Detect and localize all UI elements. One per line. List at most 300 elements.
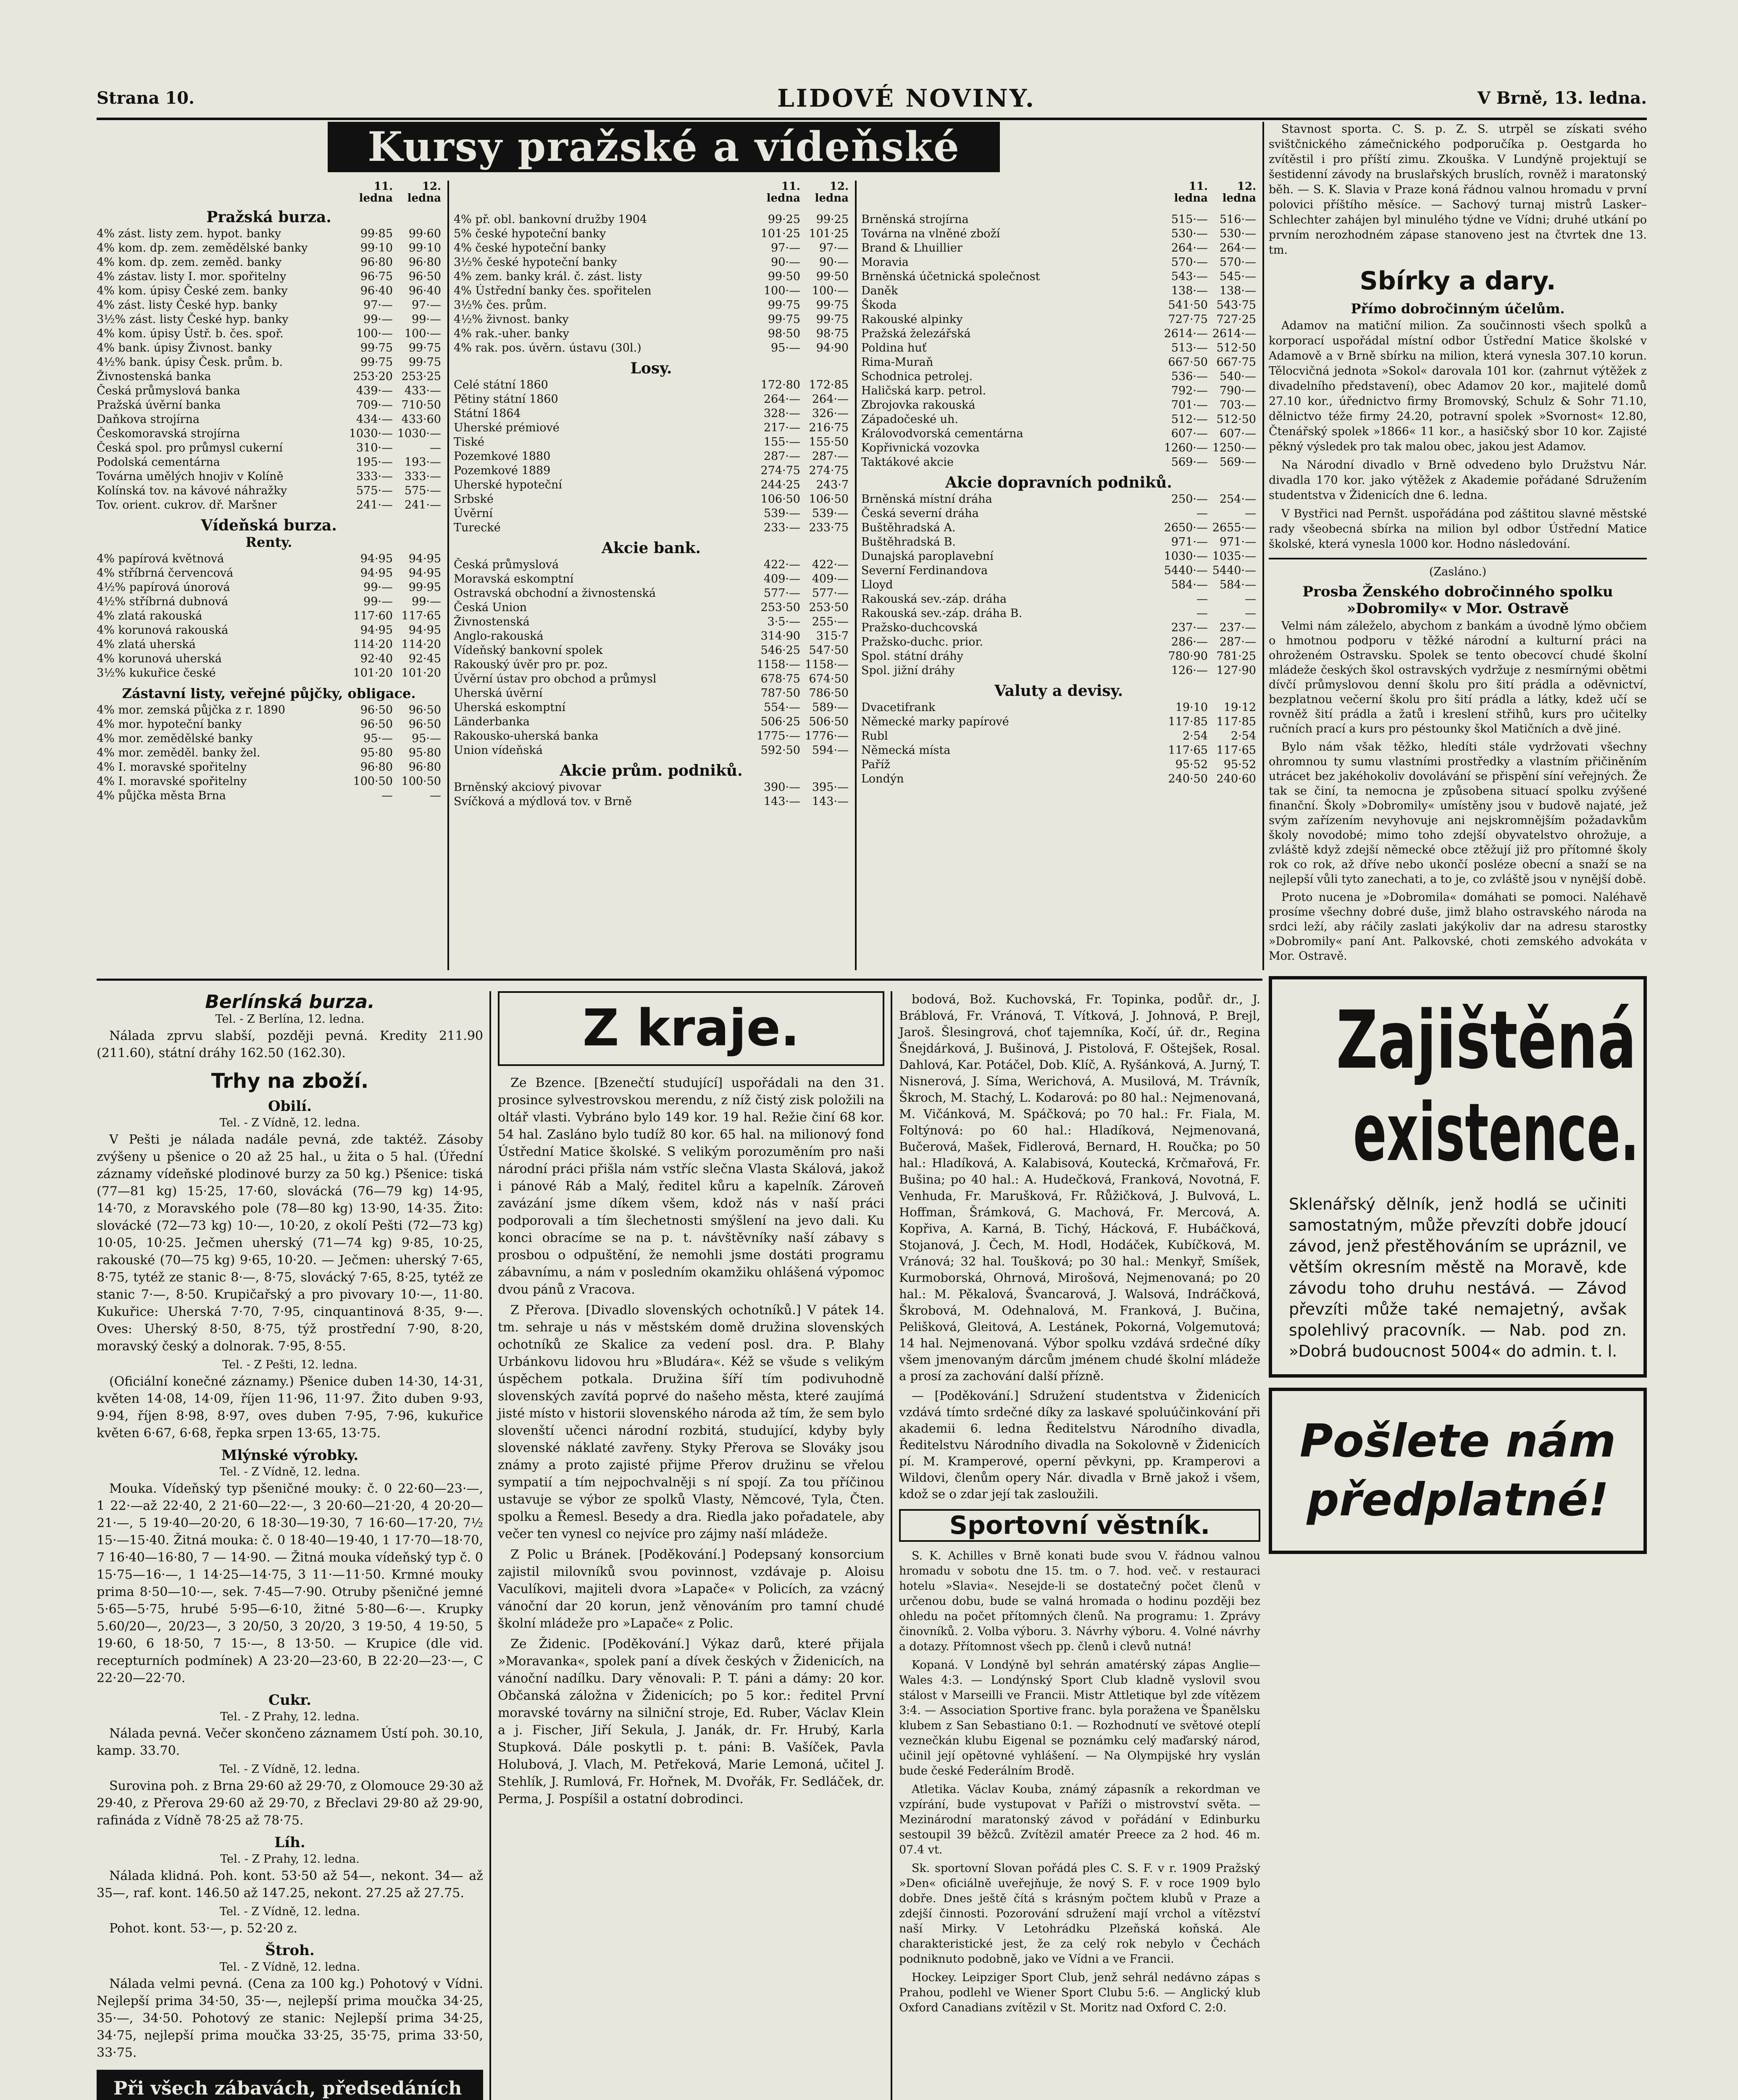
sport-text: S. K. Achilles v Brně konati bude svou V. řádnou valnou hromadu v sobotu dne 15. tm. o 7. hod. več. v restauraci hotelu »Slavia«. Nesejde-li se dostatečný počet členů v určenou dobu, bude se valná hromada o hodinu později bez ohledu na počet přítomných členů. Na programu: 1. Zprávy činovníků. 2. Volba výboru. 3. Návrhy výboru. 4. Volné návrhy a dotazy. Přítomnost všech pp. členů i clevů nutná! Kopaná. V Londýně byl sehrán amatérský zápas Anglie—Wales 4:3. — Londýnský Sport Club kladně vyslovil svou stálost v Marseilli ve Francii. Mistr Attletique byl zde vítězem 3:4. — Association Sportive franc. byla poražena ve Španělsku klubem z San Sebastiano 0:1. — Rozhodnutí ve světové oteplí veznečkán klubu Eigenal se poznámku celý maďarský národ, učinil její opětovné vyhlášení. — Na Olympijské hry vyslán bude české Federálním Brodě. Atletika. Václav Kouba, známý zápasník a rekordman ve vzpírání, bude vystupovat v Paříži o mistrovství světa. — Mezinárodní maratonský závod v pořádání v Edinburku sestoupil 39 běžců. Zvítězil amatér Preece za 2 hod. 46 m. 07.4 vt. Sk. sportovní Slovan pořádá ples C. S. F. v r. 1909 Pražský »Den« oficiálně uveřejňuje, že nový S. F. v roce 1909 bylo dobře. Dnes ještě čítá s krásným počtem klubů v Praze a zdejší činnosti. Pozorování sdružení mají vrchol a vítězství naší Mirky. V Letohrádku Plzeňská koňská. Ale charakteristické jest, že za celý rok nebylo v Čechách podniknuto podobně, jako ve Vídni a ve Francii. Hockey. Leipziger Sport Club, jenž sehrál nedávno zápas s Prahou, podlehl ve Wiener Sport Clubu 5:6. — Anglický klub Oxford Canadians zvítězil v St. Moritz nad Oxford C. 2:0. [899,1549,1260,2014]
table-row [861,270,1256,284]
row-value: 569·— [1171,456,1208,469]
row-value: 94·95 [408,624,441,637]
row-value: 99·75 [768,313,800,326]
column-rule [489,991,491,2100]
table-row [97,355,441,370]
table-row [97,470,441,484]
row-label: 4% rak.-uher. banky [454,327,569,340]
strob-date: Tel. - Z Vídně, 12. ledna. [219,1961,360,1974]
row-value: 101·20 [401,667,441,680]
row-value: 90·— [819,256,849,269]
row-value: 99·25 [816,213,849,226]
table-row [454,586,849,601]
row-value: 100·50 [353,775,393,788]
table-row [861,578,1256,592]
row-label: Rakouské alpinky [861,313,963,326]
donors-text: bodová, Bož. Kuchovská, Fr. Topinka, podůř. dr., J. Bráblová, Fr. Vránová, T. Vítková, J. Johnová, P. Brejl, Jaroš. Šlesingrová, choť tajemníka, Kočí, úř. dr., Regina Šnejdárková, J. Bušinová, J. Pistolová, F. Oštejšek, Rosal. Dahlová, Kar. Potáčel, Dob. Klíč, A. Ryšánková, A. Jurný, T. Nisnerová, J. Síma, Werichová, A. Musilová, M. Trávník, Škroch, M. Stachý, L. Kodarová: po 80 hal.: Nejmenovaná, M. Vičánková, M. Spáčková; po 70 hal.: Fr. Fiala, M. Foltýnová: po 60 hal.: Hladíková, Nejmenovaná, Bučerová, Mašek, Fidlerová, Bernard, H. Roučka; po 50 hal.: Hladíková, A. Kalabisová, Koutecká, Krčmařová, Fr. Bušina; po 40 hal.: A. Hudečková, Franková, Novotná, F. Venhuda, Fr. Marušková, Fr. Růžičková, J. Bulvová, L. Hoffman, Šrámková, G. Machová, Fr. Mercová, A. Kopřiva, A. Karná, B. Tichý, Hácková, F. Hubáčková, Stojanová, J. Čech, M. Hodl, Hodáček, Kubíčková, M. Vránová; 32 hal. Toušková; po 30 hal.: Menkyř, Smíšek, Kurmoborská, Ohrnová, Mirošová, Nejmenovaná; po 20 hal.: M. Pěkalová, Švancarová, J. Walsová, Indráčková, Škrobová, M. Odehnalová, M. Franková, J. Bučina, Pelišková, Gleitová, A. Lestánek, Pokorná, Volgemutová; 14 hal. Nejmenovaná. Výbor spolku vzdává srdečné díky všem jmenovaným dárcům jménem chudé školní mládeže a prosí za zachování další přízně. — [Poděkování.] Sdružení studentstva v Židenicích vzdává tímto srdečné díky za laskavé spoluúčinkování při akademii 6. ledna Ředitelstvu Národního divadla, Ředitelstvu Národního divadla na Sokolovně v Židenicích pí. M. Kramperové, operní pěvkyni, pp. Kramperovi a Wildovi, členům opery Nár. divadla v Brně jakož i všem, kdož se o zdar její tak zasloužili. [899,992,1260,1501]
row-label: 4% př. obl. bankovní družby 1904 [454,213,647,226]
row-value: 433·— [404,384,441,397]
row-value: 99·60 [408,227,441,240]
row-value: 333·— [404,470,441,483]
table-row [454,601,849,615]
row-value: 584·— [1171,578,1208,591]
row-value: 2614·— [1212,327,1256,340]
row-value: 237·— [1219,621,1256,634]
row-value: 253·50 [760,601,800,614]
row-value: 314·90 [760,630,800,643]
table-row [97,717,441,732]
row-value: 1158·— [805,658,849,671]
row-value: 727·25 [1216,313,1256,326]
row-value: 233·75 [809,521,849,534]
row-value: 971·— [1219,536,1256,549]
row-label: Zbrojovka rakouská [861,399,975,412]
row-label: Paříž [861,758,890,771]
row-value: 95·52 [1223,758,1256,771]
row-value: 240·60 [1216,772,1256,785]
losy-table [454,378,849,535]
commodities-column [97,991,483,2100]
obili-text: V Pešti je nálada nadále pevná, zde taktéž. Zásoby zvýšeny u pšenice o 20 až 25 hal., u žita o 5 hal. (Úřední záznamy vídeňské plodinové burzy za 50 kg.) Pšenice: tiská (77—81 kg) 15·25, 17·60, slovácká (76—79 kg) 14·95, 14·70, z Moravského pole (78—80 kg) 13·90, 14·35. Žito: slovácké (72—73 kg) 10·—, 10·20, z okolí Pešti (72—73 kg) 10·05, 10·25. Ječmen uherský (71—74 kg) 9·85, 10·25, rakouské (70—75 kg) 9·65, 10·20. — Ječmen: uherský 7·65, 8·75, tytéž ze stanic 8·—, 8·75, slovácký 7·65, 8·25, tytéž ze stanic 7·—, 8·50. Krupičařský a pro pivovary 10·—, 11·80. Kukuřice: Uherská 7·70, 7·95, cinquantinová 8·35, 9·—. Oves: Uherský 8·50, 8·75, týž prostřední 7·90, 8·20, moravský český a dolnorak. 7·95, 8·55. [97,1132,483,1354]
row-value: 1030·— [349,427,393,440]
row-label: Celé státní 1860 [454,378,548,391]
row-label: Česká průmyslová [454,558,559,571]
row-value: 99·75 [816,299,849,312]
table-row [454,284,849,298]
row-label: Rakousko-uherská banka [454,730,599,743]
section-rule [97,979,1262,981]
row-value: 315·7 [816,630,849,643]
fund-notice: Při všech zábavách, předsedáních [97,2070,483,2100]
table-row [97,760,441,774]
table-row [454,743,849,758]
banks-title: Akcie bank. [601,539,701,557]
row-value: 710·50 [401,399,441,412]
row-value: 155·50 [809,436,849,449]
row-value: 237·— [1171,621,1208,634]
row-value: 19·12 [1223,701,1256,714]
row-label: Západočeské uh. [861,413,959,426]
row-label: Rakouská sev.-záp. dráha B. [861,607,1023,620]
row-value: 96·50 [408,270,441,283]
table-row [454,213,849,227]
row-value: 727·75 [1168,313,1208,326]
row-value: 96·50 [360,704,393,717]
row-value: 127·90 [1216,664,1256,677]
industrial-shares-table [861,213,1256,470]
row-label: Moravská eskomptní [454,572,574,585]
table-row [861,758,1256,772]
table-row [454,255,849,270]
table-row [861,492,1256,507]
row-value: 287·— [1219,635,1256,648]
row-value: 106·50 [809,493,849,506]
table-row [97,441,441,455]
table-row [861,507,1256,521]
row-value: 114·20 [401,638,441,651]
row-value: 100·— [763,284,800,297]
row-value: 99·25 [768,213,800,226]
row-label: Továrna umělých hnojiv v Kolíně [97,470,284,483]
table-row [454,449,849,464]
bonds-title: Zástavní listy, veřejné půjčky, obligace. [122,685,416,701]
row-label: 4½% živnost. banky [454,313,569,326]
row-value: 216·75 [809,421,849,434]
row-label: Srbské [454,493,494,506]
row-value: 264·— [763,393,800,406]
table-row [97,609,441,623]
row-label: Anglo-rakouská [454,630,544,643]
row-label: 4% rak. pos. úvěrn. ústavu (30l.) [454,341,642,354]
row-label: 4% papírová květnová [97,552,224,565]
masthead [97,80,1647,118]
cukr-date-2: Tel. - Z Vídně, 12. ledna. [219,1763,360,1776]
row-label: Brněnská strojírna [861,213,969,226]
row-value: 607·— [1171,427,1208,440]
row-label: 4% zem. banky král. č. zást. listy [454,270,642,283]
row-value: 100·— [356,327,393,340]
bonds-table [97,703,441,803]
row-label: Rakouský úvěr pro pr. poz. [454,658,608,671]
donors-sport-column [899,991,1260,2019]
row-label: Svíčková a mýdlová tov. v Brně [454,795,632,808]
row-label: 3½% české hypoteční banky [454,256,617,269]
row-value: 195·— [356,456,393,469]
table-row [454,407,849,421]
row-label: 4% mor. zemědělské banky [97,732,253,745]
table-row [454,298,849,312]
row-value: 96·80 [408,761,441,774]
row-value: 99·10 [408,242,441,255]
table-row [454,780,849,795]
row-label: Vídeňský bankovní spolek [454,644,603,657]
table-row [861,227,1256,241]
table-row [97,341,441,355]
row-value: — [1196,507,1208,520]
table-row [861,298,1256,312]
row-value: 506·50 [809,715,849,728]
row-value: 515·— [1171,213,1208,226]
table-row [454,715,849,729]
date-col-1: 11. ledna [766,180,800,205]
table-row [861,715,1256,729]
row-value: 274·75 [760,464,800,477]
row-value: 1775·— [756,730,800,743]
row-value: — [1245,593,1256,606]
row-value: 96·80 [360,256,393,269]
banks-table [454,558,849,758]
market-banner: Kursy pražské a vídeňské burzy. [328,122,1000,172]
prague-table [97,227,441,512]
row-value: 244·25 [760,478,800,491]
table-row [454,378,849,392]
row-value: 545·— [1219,270,1256,283]
table-row [861,592,1256,606]
industry-title: Akcie prům. podniků. [560,762,743,780]
row-value: 780·90 [1168,650,1208,663]
row-label: Rubl [861,730,888,743]
row-value: 95·80 [360,746,393,759]
zaslano-title: Prosba Ženského dobročinného spolku »Dobromily« v Mor. Ostravě [1302,583,1613,617]
row-value: 96·40 [408,284,441,297]
row-label: Pražsko-duchc. prior. [861,635,983,648]
row-value: — [430,789,441,802]
row-label: Královodvorská cementárna [861,427,1023,440]
lih-text-2: Pohot. kont. 53·—, p. 52·20 z. [109,1921,298,1936]
row-value: 395·— [812,781,849,794]
table-row [454,701,849,715]
row-label: 3½% kukuřice české [97,667,216,680]
row-value: 117·85 [1216,715,1256,728]
row-value: 1035·— [1212,550,1256,563]
row-value: 99·50 [768,270,800,283]
row-value: 569·— [1219,456,1256,469]
row-value: 971·— [1171,536,1208,549]
row-label: 4% I. moravské spořitelny [97,761,247,774]
row-value: 90·— [771,256,800,269]
row-value: 512·— [1171,413,1208,426]
row-value: 193·— [404,456,441,469]
row-value: 99·— [363,595,393,608]
table-row [861,549,1256,564]
row-value: 99·— [363,581,393,594]
table-row [454,629,849,643]
table-row [861,521,1256,535]
table-row [97,384,441,398]
table-row [97,566,441,580]
row-value: — [1196,593,1208,606]
row-value: 530·— [1171,227,1208,240]
row-label: 4½% bank. úpisy Česk. prům. b. [97,356,283,369]
table-row [454,392,849,407]
table-row [861,441,1256,455]
row-value: 1030·— [1164,550,1208,563]
row-value: 310·— [356,441,393,454]
table-row [861,255,1256,270]
row-label: 4% korunová rakouská [97,624,229,637]
row-value: 589·— [812,701,849,714]
column-dates [454,181,849,204]
prague-vienna-column [97,181,441,803]
row-value: 99·75 [360,356,393,369]
sport-title: Sportovní věstník. [899,1509,1260,1542]
vienna-title: Vídeňská burza. [201,517,337,534]
table-row [97,427,441,441]
table-row [861,241,1256,255]
row-value: 540·— [1219,370,1256,383]
row-value: 433·60 [401,413,441,426]
row-label: 4% korunová uherská [97,652,222,665]
table-row [97,789,441,803]
table-row [454,729,849,743]
row-label: Česká severní dráha [861,507,979,520]
row-value: 790·— [1219,384,1256,397]
row-label: Daněk [861,284,898,297]
row-value: 577·— [812,587,849,600]
table-row [454,658,849,672]
row-value: 2614·— [1164,327,1208,340]
table-row [97,552,441,566]
date-col-2: 12. ledna [815,180,849,205]
sports-brief: Stavnost sporta. C. S. p. Z. S. utrpěl se získati svého svištčnického zámečnického podporučíka p. Oestgarda ho zvítěstil i pro příští zimu. Zkouška. V Lundýně projektují se šestidenní závody na bruslařských bruslích, rovněž i maratonský běh. — S. K. Slavia v Praze koná řádnou valnou hromadu v první polovici příštího měsíce. — Sachový turnaj mistrů Lasker–Schlechter zahájen byl minulého týdne ve Vídni; druhé utkání po prvním nerozhodném zápase stanoveno jest na čtvrtek dne 13. tm. [1269,123,1647,257]
row-value: 678·75 [760,672,800,685]
sbirky-text: Adamov na matiční milion. Za součinnosti všech spolků a korporací uspořádal místní odbor Ústřední Matice školské v Adamově a v Brně sbírku na milion, která vynesla 307.10 korun. Tělocvičná jednota »Sokol« darovala 101 kor. (zahrnut výtěžek z divadelního představení), obec Adamov 20 kor., majitelé domů 27.10 kor., úřednictvo firmy Bromovský, Schulz & Sohr 71.10, dělnictvo téže firmy 24.20, potravní spolek »Svornost« 12.80, Čtenářský spolek »1866« 11 kor., a hasičský sbor 10 kor. Zajisté pěkný výsledek pro tak malou obec, jakou jest Adamov. Na Národní divadlo v Brně odvedeno bylo Družstvu Nár. divadla 170 kor. jako výtěžek z Akademie pořádané Sdružením studentstva v Židenicích dne 6. ledna. V Bystřici nad Pernšt. uspořádána pod záštitou slavné městské rady všeobecná sbírka na milion byl odbor Ústřední Matice školské, která vynesla 1000 kor. Hodno následování. [1269,319,1647,551]
table-row [97,638,441,652]
table-row [454,615,849,629]
row-value: 241·— [404,499,441,512]
table-row [97,455,441,470]
row-value: 1250·— [1212,441,1256,454]
row-label: Česká spol. pro průmysl cukerní [97,441,283,454]
industry-table [454,780,849,809]
row-value: 95·— [363,732,393,745]
mlyn-date: Tel. - Z Vídně, 12. ledna. [219,1465,360,1478]
table-row [454,507,849,521]
row-value: 97·— [819,242,849,255]
table-row [97,255,441,270]
row-value: 512·50 [1216,341,1256,354]
table-row [97,227,441,241]
row-value: 95·80 [408,746,441,759]
row-label: 4% stříbrná červencová [97,567,234,580]
row-label: Turecké [454,521,501,534]
row-value: 143·— [763,795,800,808]
table-row [861,213,1256,227]
row-value: 674·50 [809,672,849,685]
table-row [454,643,849,658]
lih-date-2: Tel. - Z Vídně, 12. ledna. [219,1905,360,1918]
row-value: 422·— [812,558,849,571]
row-label: Lloyd [861,578,893,591]
row-value: 577·— [763,587,800,600]
row-value: 241·— [356,499,393,512]
row-value: 512·50 [1216,413,1256,426]
sbirky-title: Sbírky a dary. [1359,266,1556,296]
column-rule [855,181,857,970]
row-label: 4% kom. úpisy Ústř. b. čes. spoř. [97,327,284,340]
row-value: — [1245,607,1256,620]
row-value: 703·— [1219,399,1256,412]
row-value: 516·— [1219,213,1256,226]
row-label: Länderbanka [454,715,530,728]
row-label: 4% I. moravské spořitelny [97,775,247,788]
row-value: 434·— [356,413,393,426]
cukr-text-2: Surovina poh. z Brna 29·60 až 29·70, z Olomouce 29·30 až 29·40, z Přerova 29·60 až 29·70, z Břeclavi 29·80 až 29·90, rafináda z Vídně 78·25 až 78·75. [97,1779,483,1828]
table-row [861,606,1256,621]
row-label: Továrna na vlněné zboží [861,227,1000,240]
row-value: 667·75 [1216,356,1256,369]
row-label: Schodnica petrolej. [861,370,973,383]
row-value: 155·— [763,436,800,449]
row-label: Česká průmyslová banka [97,384,240,397]
column-rule [891,991,892,2100]
berlin-text: Nálada zprvu slabší, později pevná. Kredity 211.90 (211.60), státní dráhy 162.50 (162.30). [97,1029,483,1060]
row-value: 2·54 [1182,730,1208,743]
table-row [454,241,849,255]
row-value: 554·— [763,701,800,714]
divider [1269,558,1647,559]
row-value: 3·5·— [767,615,800,628]
table-row [97,298,441,312]
table-row [97,412,441,427]
table-row [454,686,849,701]
row-label: 4% zlatá rakouská [97,609,202,622]
row-value: 117·85 [1168,715,1208,728]
table-row [97,746,441,760]
row-value: 530·— [1219,227,1256,240]
table-row [454,572,849,586]
row-value: — [381,789,393,802]
row-value: 1776·— [805,730,849,743]
row-label: Daňkova strojírna [97,413,200,426]
table-row [861,427,1256,441]
row-label: Spol. státní dráhy [861,650,964,663]
row-label: 4% zást. listy České hyp. banky [97,299,278,312]
row-value: 101·25 [760,227,800,240]
page-number: Strana 10. [97,88,195,108]
row-label: Dvacetifrank [861,701,936,714]
table-row [454,341,849,355]
row-value: 287·— [812,450,849,463]
table-row [861,384,1256,398]
subscription-ad [1269,1388,1647,1554]
row-label: Ostravská obchodní a živnostenská [454,587,656,600]
row-value: 97·— [363,299,393,312]
right-column [1269,122,1647,1554]
row-value: 264·— [1219,242,1256,255]
row-label: Taktákové akcie [861,456,954,469]
table-row [861,564,1256,578]
row-value: 287·— [763,450,800,463]
row-value: 570·— [1171,256,1208,269]
table-row [861,370,1256,384]
table-row [454,478,849,492]
fx-table [861,701,1256,786]
row-value: 1260·— [1164,441,1208,454]
row-value: 138·— [1171,284,1208,297]
obligations-table [454,213,849,355]
row-label: Haličská karp. petrol. [861,384,986,397]
row-value: 547·50 [809,644,849,657]
date-col-1: 11. ledna [1174,180,1208,205]
table-row [97,703,441,717]
row-value: 96·80 [360,761,393,774]
table-row [861,772,1256,786]
regional-news-column [498,991,884,1811]
row-value: 117·60 [353,609,393,622]
row-value: 243·7 [816,478,849,491]
row-value: 264·— [812,393,849,406]
row-label: Buštěhradská A. [861,521,956,534]
row-value: 409·— [763,572,800,585]
table-row [861,664,1256,678]
table-row [454,435,849,449]
table-row [454,492,849,507]
table-row [454,521,849,535]
table-row [97,284,441,298]
berlin-date: Tel. - Z Berlína, 12. ledna. [215,1013,365,1026]
table-row [454,464,849,478]
table-row [861,743,1256,758]
row-value: 390·— [763,781,800,794]
row-value: 99·50 [816,270,849,283]
row-value: 667·50 [1168,356,1208,369]
ad-body: Sklenářský dělník, jenž hodlá se učiniti samostatným, může převzíti dobře jdoucí závod, jenž přestěhováním se upráznil, ve větším okresním městě na Moravě, kde závodu toho druhu nestává. — Závod převzíti může také nemajetný, avšak spolehlivý pracovník. — Nab. pod zn. »Dobrá budoucnost 5004« do admin. t. l. [1289,1195,1627,1360]
table-row [97,774,441,789]
date-col-2: 12. ledna [407,180,441,205]
newspaper-name: LIDOVÉ NOVINY. [777,84,1036,113]
row-value: 253·50 [809,601,849,614]
